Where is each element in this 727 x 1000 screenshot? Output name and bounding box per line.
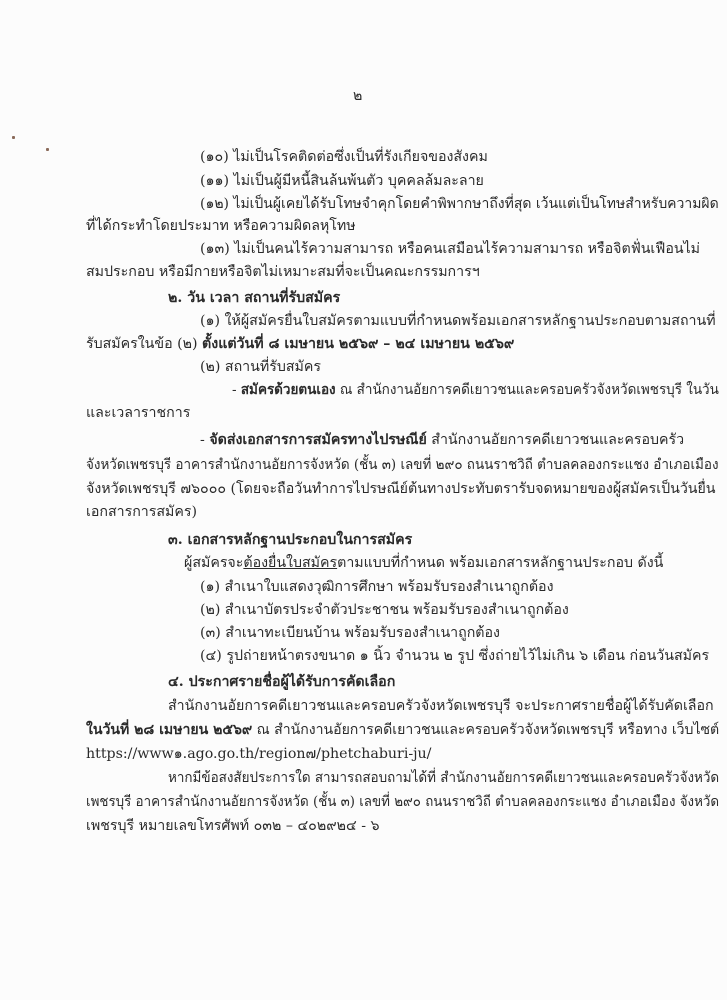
- apply-by-post-label: จัดส่งเอกสารการสมัครทางไปรษณีย์: [209, 432, 427, 448]
- section-4-heading: ๔. ประกาศรายชื่อผู้ได้รับการคัดเลือก: [168, 674, 396, 690]
- section-4-line-1: สำนักงานอัยการคดีเยาวชนและครอบครัวจังหวัดเพชรบุรี จะประกาศรายชื่อผู้ได้รับคัดเลือก: [168, 698, 714, 714]
- contact-line-1: หากมีข้อสงสัยประการใด สามารถสอบถามได้ที่ สำนักงานอัยการคดีเยาวชนและครอบครัวจังหวัด: [168, 770, 720, 786]
- section-2-para-1-line-2: [86, 334, 514, 354]
- section-4-line-2: [86, 720, 719, 740]
- section-2-para-2: (๒) สถานที่รับสมัคร: [200, 359, 321, 375]
- section-3-intro-a: ผู้สมัครจะ: [184, 555, 244, 571]
- item-12-line-2: ที่ได้กระทำโดยประมาท หรือความผิดลหุโทษ: [86, 218, 356, 234]
- bullet-dash: -: [232, 382, 237, 398]
- announcement-location: ณ สำนักงานอัยการคดีเยาวชนและครอบครัวจังหวัดเพชรบุรี หรือทาง เว็บไซต์: [256, 722, 720, 738]
- must-submit-form-text: ต้องยื่นใบสมัคร: [243, 555, 338, 571]
- required-document-2: (๒) สำเนาบัตรประจำตัวประชาชน พร้อมรับรองสำเนาถูกต้อง: [200, 602, 569, 618]
- website-url[interactable]: https://www๑.ago.go.th/region๗/phetchaburi-ju/: [86, 746, 432, 762]
- section-2-heading: ๒. วัน เวลา สถานที่รับสมัคร: [168, 290, 341, 306]
- apply-by-post-text: สำนักงานอัยการคดีเยาวชนและครอบครัว: [431, 432, 685, 448]
- section-3-heading: ๓. เอกสารหลักฐานประกอบในการสมัคร: [168, 532, 413, 548]
- apply-by-post-line-3: จังหวัดเพชรบุรี ๗๖๐๐๐ (โดยจะถือวันทำการไปรษณีย์ต้นทางประทับตรารับจดหมายของผู้สมัครเป็นวันยื่น: [86, 481, 716, 497]
- apply-in-person-line-2: และเวลาราชการ: [86, 405, 191, 421]
- announcement-date: ในวันที่ ๒๘ เมษายน ๒๕๖๙: [86, 722, 253, 738]
- application-location-ref: รับสมัครในข้อ (๒): [86, 336, 198, 352]
- required-document-4: (๔) รูปถ่ายหน้าตรงขนาด ๑ นิ้ว จำนวน ๒ รูป ซึ่งถ่ายไว้ไม่เกิน ๖ เดือน ก่อนวันสมัคร: [200, 648, 710, 664]
- item-12-line-1: (๑๒) ไม่เป็นผู้เคยได้รับโทษจำคุกโดยคำพิพากษาถึงที่สุด เว้นแต่เป็นโทษสำหรับความผิด: [200, 196, 719, 212]
- apply-in-person-label: สมัครด้วยตนเอง: [240, 382, 336, 398]
- contact-line-2: เพชรบุรี อาคารสำนักงานอัยการจังหวัด (ชั้น ๓) เลขที่ ๒๙๐ ถนนราชวิถี ตำบลคลองกระแชง อำเภอเมือง จังหวัด: [86, 794, 720, 810]
- scan-speck: [46, 148, 49, 151]
- section-3-intro-b: ตามแบบที่กำหนด พร้อมเอกสารหลักฐานประกอบ ดังนี้: [337, 555, 664, 571]
- apply-by-post-line-2: จังหวัดเพชรบุรี อาคารสำนักงานอัยการจังหวัด (ชั้น ๓) เลขที่ ๒๙๐ ถนนราชวิถี ตำบลคลองกระแชง อำเภอเมือง: [86, 457, 719, 473]
- apply-by-post-line-4: เอกสารการสมัคร): [86, 504, 198, 520]
- item-11: (๑๑) ไม่เป็นผู้มีหนี้สินล้นพ้นตัว บุคคลล้มละลาย: [200, 173, 484, 189]
- application-period: ตั้งแต่วันที่ ๘ เมษายน ๒๕๖๙ – ๒๔ เมษายน ๒๕๖๙: [202, 336, 515, 352]
- required-document-1: (๑) สำเนาใบแสดงวุฒิการศึกษา พร้อมรับรองสำเนาถูกต้อง: [200, 579, 554, 595]
- item-13-line-2: สมประกอบ หรือมีกายหรือจิตไม่เหมาะสมที่จะเป็นคณะกรรมการฯ: [86, 264, 480, 280]
- contact-line-3: เพชรบุรี หมายเลขโทรศัพท์ ๐๓๒ – ๔๐๒๙๒๔ - ๖: [86, 818, 380, 834]
- item-10: (๑๐) ไม่เป็นโรคติดต่อซึ่งเป็นที่รังเกียจของสังคม: [200, 149, 488, 165]
- apply-by-post-line-1: [200, 430, 684, 450]
- apply-in-person-text: ณ สำนักงานอัยการคดีเยาวชนและครอบครัวจังหวัดเพชรบุรี ในวัน: [339, 382, 719, 398]
- item-13-line-1: (๑๓) ไม่เป็นคนไร้ความสามารถ หรือคนเสมือนไร้ความสามารถ หรือจิตฟั่นเฟือนไม่: [200, 241, 701, 257]
- section-2-para-1-line-1: (๑) ให้ผู้สมัครยื่นใบสมัครตามแบบที่กำหนดพร้อมเอกสารหลักฐานประกอบตามสถานที่: [200, 313, 716, 329]
- required-document-3: (๓) สำเนาทะเบียนบ้าน พร้อมรับรองสำเนาถูกต้อง: [200, 625, 500, 641]
- apply-in-person-line-1: [232, 380, 719, 400]
- scan-speck: [12, 136, 15, 139]
- page-number: ๒: [353, 88, 363, 104]
- bullet-dash: -: [200, 432, 205, 448]
- section-3-intro: [184, 553, 663, 573]
